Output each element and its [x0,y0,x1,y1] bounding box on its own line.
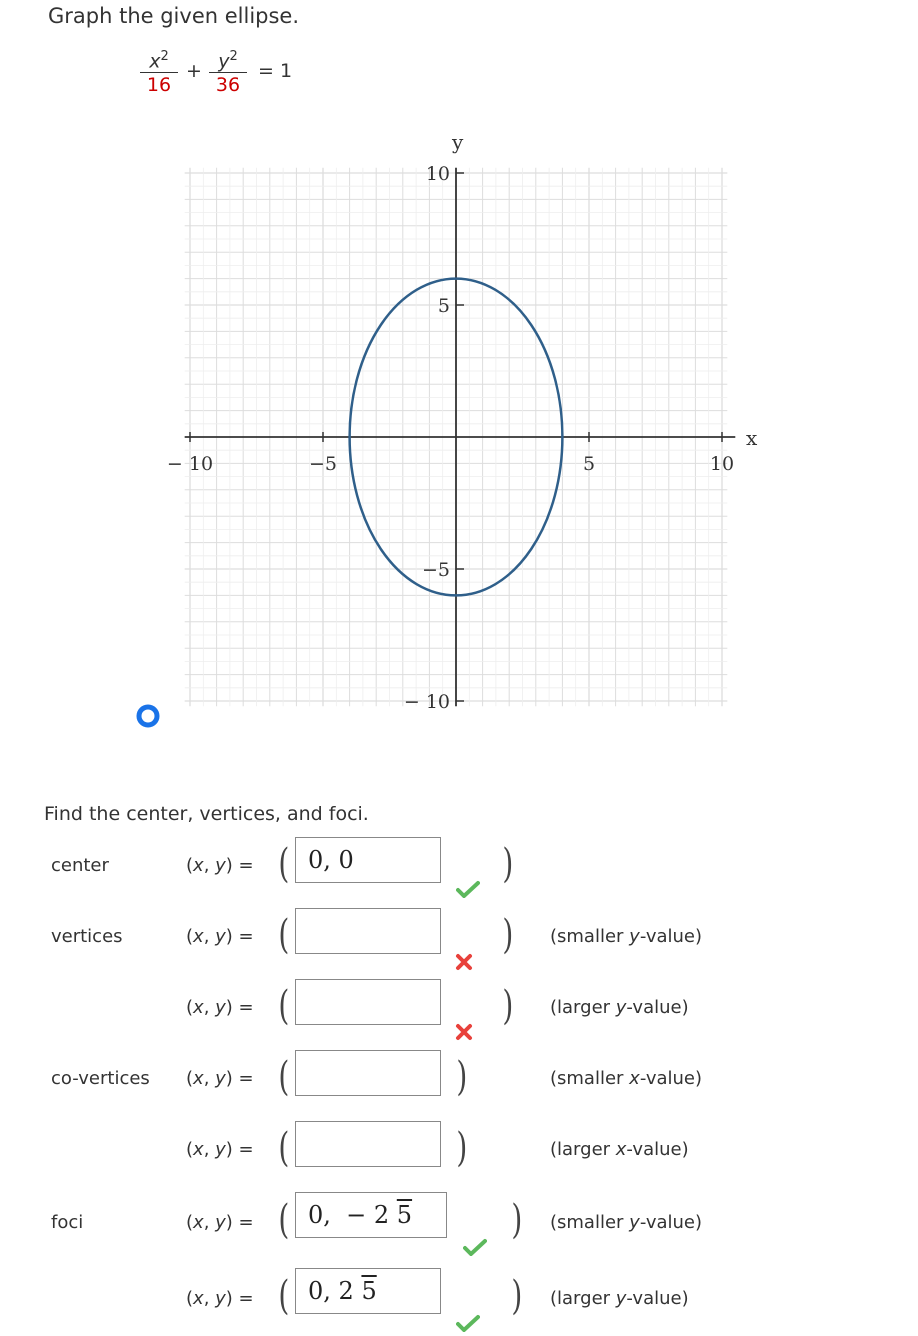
x-tick-label: 5 [582,453,596,475]
open-paren: ( [278,1197,290,1243]
problem-title: Graph the given ellipse. [48,4,300,28]
xy-equals: (x, y) = [186,997,254,1018]
check-icon [463,1238,487,1256]
close-paren: ) [511,1197,523,1243]
y-tick-label: − 10 [403,691,450,713]
xy-equals: (x, y) = [186,1068,254,1089]
row-label-foci: foci [51,1212,84,1233]
term1-numerator: $x^2$ [149,49,169,73]
tick-labels [167,163,734,713]
close-paren: ) [456,1125,468,1171]
xy-equals: (x, y) = [186,926,254,947]
xy-equals: (x, y) = [186,1139,254,1160]
term1-denominator: 16 [146,74,172,97]
open-paren: ( [278,1125,290,1171]
x-axis-label: x [745,426,758,450]
open-paren: ( [278,841,290,887]
x-tick-label: −5 [308,453,338,475]
x-tick-label: − 10 [166,453,214,475]
close-paren: ) [502,983,514,1029]
hint-smaller-y: (smaller y-value) [550,1212,703,1233]
xy-equals: (x, y) = [186,1212,254,1233]
axes [185,168,736,707]
check-icon [456,880,480,898]
term2-denominator: 36 [215,74,241,97]
y-tick-label: −5 [421,559,450,581]
close-paren: ) [502,841,514,887]
focus-smaller-value: 0, − 2 [308,1201,397,1229]
close-paren: ) [456,1054,468,1100]
focus-larger-input[interactable] [295,1268,441,1314]
radio-button[interactable] [139,707,157,725]
covertex-larger-input[interactable] [295,1121,441,1167]
vertex-smaller-input[interactable] [295,908,441,954]
covertex-smaller-input[interactable] [295,1050,441,1096]
x-mark-icon [455,953,473,971]
close-paren: ) [511,1273,523,1319]
x-mark-icon [455,1023,473,1041]
x-tick-label: 10 [709,453,735,475]
row-label-center: center [51,855,109,876]
find-prompt: Find the center, vertices, and foci. [44,803,369,825]
row-label-vertices: vertices [51,926,123,947]
focus-larger-value: 0, 2 [308,1277,362,1305]
hint-larger-y: (larger y-value) [550,1288,689,1309]
hint-smaller-x: (smaller x-value) [550,1068,703,1089]
hint-smaller-y: (smaller y-value) [550,926,703,947]
hint-larger-x: (larger x-value) [550,1139,689,1160]
row-label-co-vertices: co-vertices [51,1068,150,1089]
y-axis-label: y [452,130,464,155]
open-paren: ( [278,1054,290,1100]
equals-one: = 1 [258,60,293,82]
close-paren: ) [502,912,514,958]
center-input[interactable]: 0, 0 [295,837,441,883]
open-paren: ( [278,983,290,1029]
open-paren: ( [278,1273,290,1319]
check-icon [456,1314,480,1332]
plus-sign: + [186,60,202,82]
y-tick-label: 10 [425,163,450,185]
open-paren: ( [278,912,290,958]
xy-equals: (x, y) = [186,1288,254,1309]
vertex-larger-input[interactable] [295,979,441,1025]
hint-larger-y: (larger y-value) [550,997,689,1018]
y-tick-label: 5 [437,295,450,317]
xy-equals: (x, y) = [186,855,254,876]
radicand: 5 [361,1277,377,1305]
term2-numerator: $y^2$ [218,49,238,73]
radicand: 5 [396,1201,413,1229]
focus-smaller-input[interactable] [295,1192,447,1238]
